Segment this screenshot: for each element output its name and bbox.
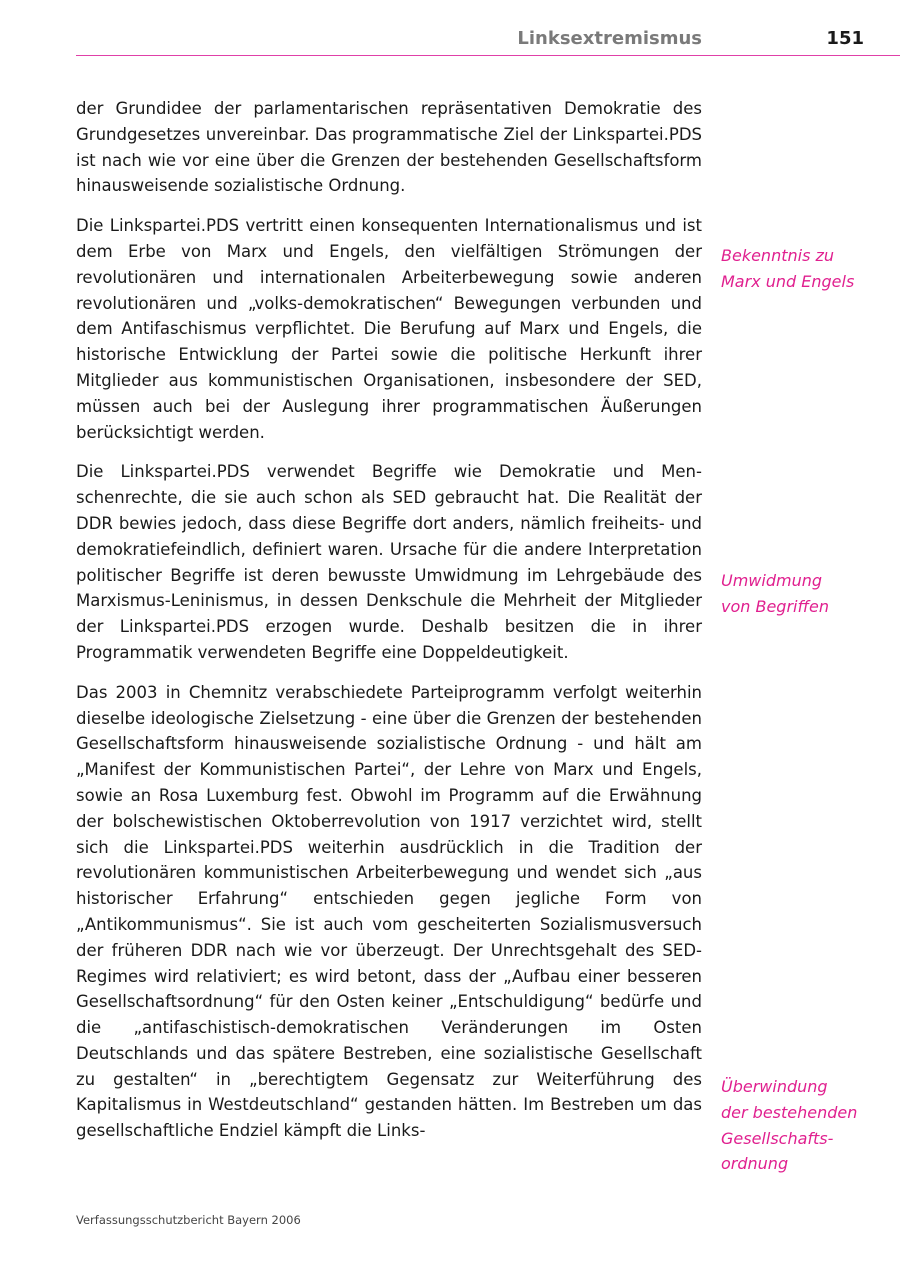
paragraph-3: Die Linkspartei.PDS verwendet Begriffe wie Demokratie und Menschenrechte, die sie auch schon als SED gebraucht hat. Die Realität der DDR bewies jedoch, dass diese Begriffe dort anders, nämlich freiheits- und demokratiefeindlich, definiert waren. Ursache für die andere Interpretation politischer Begriffe ist deren bewusste Umwidmung im Lehrgebäude des Marxismus-Leninismus, in dessen Denkschule die Mehrheit der Mitglieder der Linkspartei.PDS erzogen wurde. Deshalb besitzen die in ihrer Programmatik verwendeten Begriffe eine Doppeldeutigkeit. (76, 462, 702, 662)
header-rule (76, 55, 900, 56)
margin-note-ueberwindung (721, 1074, 891, 1177)
main-text-column (76, 96, 702, 1158)
page-number: 151 (826, 28, 864, 49)
margin-note-line: Marx und Engels (721, 271, 855, 291)
running-header-title: Linksextremismus (517, 28, 702, 49)
footer-source: Verfassungsschutzbericht Bayern 2006 (76, 1213, 301, 1227)
margin-note-line: Umwidmung (721, 571, 823, 590)
margin-note-line: von Begriffen (721, 596, 830, 616)
margin-note-line: Bekenntnis zu (721, 246, 835, 265)
margin-note-line: Gesellschafts- (721, 1128, 834, 1148)
margin-note-line: ordnung (721, 1154, 789, 1174)
margin-note-line: Überwindung (721, 1077, 828, 1096)
margin-note-bekenntnis (721, 243, 891, 295)
paragraph-2: Die Linkspartei.PDS vertritt einen konsequenten Internationalismus und ist dem Erbe von Marx und Engels, den vielfältigen Strömungen der revolutionären und internationalen Arbeiterbewegung sowie anderen revolutionären und „volks-demokratischen“ Bewegungen verbunden und dem Antifaschismus verpflichtet. Die Berufung auf Marx und Engels, die historische Entwicklung der Partei sowie die politische Herkunft ihrer Mitglieder aus kommunistischen Organisationen, insbesondere der SED, müssen auch bei der Auslegung ihrer programmatischen Äußerungen berücksichtigt werden. (76, 216, 702, 442)
paragraph-1: der Grundidee der parlamentarischen repräsentativen Demokratie des Grundgesetzes unvereinbar. Das programmatische Ziel der Linkspartei.PDS ist nach wie vor eine über die Grenzen der bestehenden Gesellschaftsform hinausweisende sozialistische Ordnung. (76, 99, 702, 196)
paragraph-4: Das 2003 in Chemnitz verabschiedete Parteiprogramm verfolgt weiterhin dieselbe ideologische Zielsetzung - eine über die Grenzen der bestehenden Gesellschaftsform hinausweisende sozialistische Ordnung - und hält am „Manifest der Kommunistischen Partei“, der Lehre von Marx und Engels, sowie an Rosa Luxemburg fest. Obwohl im Programm auf die Erwähnung der bolschewistischen Oktoberrevolution von 1917 verzichtet wird, stellt sich die Linkspartei.PDS weiterhin ausdrücklich in die Tradition der revolutionären kommunistischen Arbeiterbewegung und wendet sich „aus historischer Erfahrung“ entschieden gegen jegliche Form von „Antikommunismus“. Sie ist auch vom gescheiterten Sozialismusversuch der früheren DDR nach wie vor überzeugt. Der Unrechtsgehalt des SED-Regimes wird relativiert; es wird betont, dass der „Aufbau einer besseren Gesellschaftsordnung“ für den Osten keiner „Entschuldigung“ bedürfe und die „antifaschistisch-demokratischen Veränderungen im Osten Deutschlands und das spätere Bestreben, eine sozialistische Gesellschaft zu gestalten“ in „berechtigtem Gegensatz zur Weiterführung des Kapitalismus in Westdeutschland“ gestanden hätten. Im Bestreben um das gesellschaftliche Endziel kämpft die Links- (76, 682, 702, 1141)
margin-note-line: der bestehenden (721, 1102, 858, 1122)
margin-note-umwidmung (721, 568, 891, 620)
